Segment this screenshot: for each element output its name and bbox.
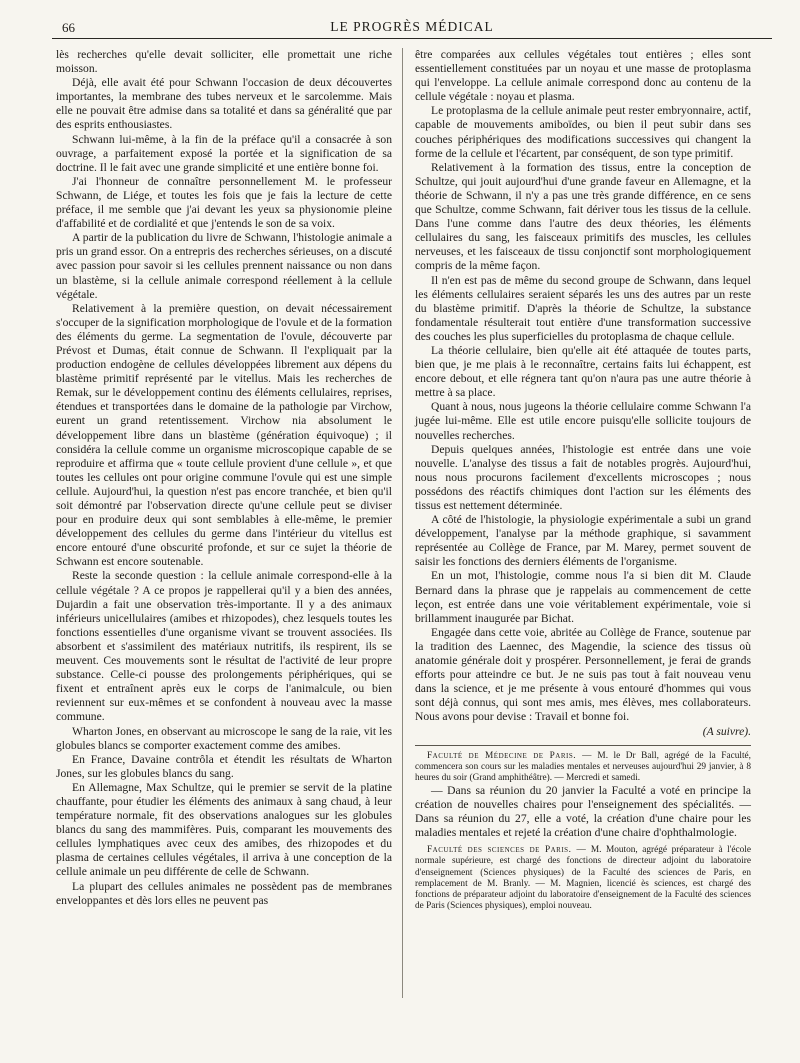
paragraph: être comparées aux cellules végétales tout entières ; elles sont essentiellement constituées par un noyau et une masse de protoplasma qui l'enveloppe. La cellule animale correspond donc au contenu de la cellule végétale : noyau et plasma. (415, 48, 751, 104)
paragraph: Reste la seconde question : la cellule animale correspond-elle à la cellule végétale ? A ce propos je rappellerai qu'il y a bien des années, Dujardin a fait une observation très-importante. Il y a des animaux inférieurs unicellulaires (amibes et rhizopodes), chez lesquels toutes les fonctions essentielles d'une organisme vivant se trouvent associées. Ils absorbent et s'assimilent des matériaux nutritifs, ils respirent, ils se meuvent. Ces mouvements sont le résultat de l'activité de leur propre substance. Celle-ci pousse des prolongements périphériques, qui se fixent et entraînent après eux le corps de l'animalcule, ou bien reviennent sur eux-mêmes et se confondent à nouveau avec la masse commune. (56, 569, 392, 724)
paragraph: La théorie cellulaire, bien qu'elle ait été attaquée de toutes parts, bien que, je me plais à le reconnaître, certains faits lui échappent, est encore debout, et elle régnera tant qu'on n'aura pas une autre théorie à mettre à sa place. (415, 343, 751, 400)
paragraph: J'ai l'honneur de connaître personnellement M. le professeur Schwann, de Liége, et toutes les fois que je fais la lecture de cette préface, il me semble que j'ai devant les yeux sa physionomie pleine d'affabilité et de cordialité et que j'entends le son de sa voix. (56, 174, 392, 231)
paragraph: lès recherches qu'elle devait solliciter, elle promettait une riche moisson. (56, 48, 392, 76)
paragraph: La plupart des cellules animales ne possèdent pas de membranes enveloppantes et dès lors elles ne peuvent pas (56, 879, 392, 907)
page-number: 66 (62, 20, 75, 35)
paragraph: A partir de la publication du livre de Schwann, l'histologie animale a pris un grand essor. On a entrepris des recherches sérieuses, on a discuté avec passion pour savoir si les cellules prennent naissance ou non dans un blastème, si la cellule animale correspond réellement à la cellule végétale. (56, 231, 392, 301)
notice-lead: Faculté de Médecine de Paris. — (427, 750, 592, 761)
page-header (52, 16, 772, 39)
notice-text: M. le Dr Ball, agrégé de la Faculté, commencera son cours sur les maladies mentales et nerveuses aujourd'hui 29 janvier, à 8 heures du soir (Grand amphithéâtre). — Mercredi et samedi. (415, 750, 751, 783)
faculty-news: — Dans sa réunion du 20 janvier la Faculté a voté en principe la création de nouvelles chaires pour l'enseignement des spécialités. — Dans sa réunion du 27, elle a voté, la création d'une chaire pour les maladies mentales et rejeté la création d'une chaire d'ophthalmologie. (415, 784, 751, 840)
paragraph: Wharton Jones, en observant au microscope le sang de la raie, vit les globules blancs se comporter exactement comme des amibes. (56, 724, 392, 752)
right-column (415, 48, 751, 912)
notice-text: M. Mouton, agrégé préparateur à l'école normale supérieure, est chargé des fonctions de directeur adjoint du laboratoire d'enseignement (Sciences physiques) de la Faculté des sciences de Paris, en remplacement de M. Branly. — M. Magnien, licencié ès sciences, est chargé des fonctions de préparateur adjoint du laboratoire d'enseignement de la Faculté des sciences de Paris (Sciences physiques), emploi nouveau. (415, 845, 752, 912)
left-column (56, 48, 392, 908)
notice-faculte-medecine (415, 751, 751, 785)
paragraph: Quant à nous, nous jugeons la théorie cellulaire comme Schwann l'a jugée lui-même. Elle est utile encore puisqu'elle sollicite toujours de nouvelles recherches. (415, 400, 751, 442)
paragraph: Engagée dans cette voie, abritée au Collège de France, soutenue par la tradition des Laennec, des Magendie, la science des tissus où anatomie générale doit y prospérer. Personnellement, je ferai de grands efforts pour atteindre ce but. Je ne suis pas tout à fait nouveau venu dans la science, et je me présente à vous entouré d'hommes qui vous sont déjà connus, qui sont mes amis, mes élèves, mes collaborateurs. Nous avons pour devise : Travail et bonne foi. (415, 625, 751, 724)
paragraph: Depuis quelques années, l'histologie est entrée dans une voie nouvelle. L'analyse des tissus a fait de notables progrès. Aujourd'hui, nous nous procurons facilement d'excellents microscopes ; nous possédons des réactifs chimiques dont l'action sur les éléments des tissus est nettement déterminée. (415, 442, 751, 512)
journal-title: LE PROGRÈS MÉDICAL (330, 19, 494, 34)
paragraph: En Allemagne, Max Schultze, qui le premier se servit de la platine chauffante, pour étudier les éléments des animaux à sang chaud, à leur température normale, fit des observations analogues sur les globules blancs du sang des mammifères. Puis, comparant les mouvements des cellules lymphatiques avec ceux des amibes, des rhizopodes et du plasma de certaines cellules végétales, il arriva à une conception de la cellule animale un peu différente de celle de Schwann. (56, 780, 392, 879)
to-be-continued: (A suivre). (702, 724, 751, 738)
paragraph: A côté de l'histologie, la physiologie expérimentale a subi un grand développement, l'analyse par la méthode graphique, si savamment représentée au Collège de France, par M. Marey, permet souvent de saisir les fonctions des derniers éléments de l'organisme. (415, 513, 751, 569)
paragraph: Schwann lui-même, à la fin de la préface qu'il a consacrée à son ouvrage, a parfaitement exposé la portée et la signification de sa doctrine. Il le fait avec une grande simplicité et une entière bonne foi. (56, 132, 392, 174)
section-divider (415, 745, 751, 746)
column-divider (402, 48, 403, 998)
paragraph: En un mot, l'histologie, comme nous l'a si bien dit M. Claude Bernard dans la phrase que je rappelais au commencement de cette leçon, est entrée dans une voie véritablement expérimentale, voie si brillamment inaugurée par Bichat. (415, 569, 751, 625)
paragraph: Déjà, elle avait été pour Schwann l'occasion de deux découvertes importantes, la membrane des tubes nerveux et le sarcolemme. Mais elle ne pouvait être admise dans sa totalité et dans sa généralité que par des esprits enthousiastes. (56, 76, 392, 132)
paragraph: Le protoplasma de la cellule animale peut rester embryonnaire, actif, capable de mouvements amiboïdes, ou bien il peut subir dans ses couches périphériques des modifications successives qui changent la forme de la cellule et l'écartent, par conséquent, de son type primitif. (415, 104, 751, 160)
paragraph: Relativement à la première question, on devait nécessairement s'occuper de la signification morphologique de l'ovule et de la formation des éléments du germe. La segmentation de l'ovule, découverte par Prévost et Dumas, était connue de Schwann. Il l'expliquait par la production endogène de cellules développées librement aux dépens du blastème primitif représenté par le vitellus. Mais les recherches de Remak, sur le développement continu des éléments cellulaires, reprises, étendues et transportées dans le domaine de la pathologie par Virchow, eurent un grand retentissement. Virchow nia absolument le développement libre dans un blastème (génération équivoque) ; il considéra la cellule comme un organisme microscopique capable de se reproduire et affirma que « toute cellule provient d'une cellule », et que toutes les cellules ont pour origine commune l'ovule qui est une simple cellule. Aujourd'hui, la question n'est pas encore tranchée, et bien qu'il soit démontré par l'observation directe qu'une cellule peut se diviser pour en produire deux qui sont semblables à elle-même, le premier développement des cellules du germe dans l'intérieur du vitellus est encore entouré d'une obscurité profonde, et sur ce sujet la théorie de Schwann est encore soutenable. (56, 301, 392, 569)
notice-faculte-sciences (415, 845, 751, 912)
paragraph: En France, Davaine contrôla et étendit les résultats de Wharton Jones, sur les globules blancs du sang. (56, 752, 392, 780)
notice-lead: Faculté des sciences de Paris. — (427, 845, 587, 856)
paragraph: Relativement à la formation des tissus, entre la conception de Schultze, qui jouit aujourd'hui d'une grande faveur en Allemagne, et la théorie de Schwann, il n'y a pas une très grande différence, en ce sens que Schultze, comme Schwann, fait dériver tous les tissus de la cellule. Dans l'une comme dans l'autre des deux théories, les éléments cellulaires du sang, les faisceaux primitifs des muscles, les cellules nerveuses, et les faisceaux de tissu conjonctif sont morphologiquement compris de la même façon. (415, 160, 751, 273)
paragraph: Il n'en est pas de même du second groupe de Schwann, dans lequel les éléments cellulaires seraient séparés les uns des autres par un reste du blastème primitif. D'après la théorie de Schultze, la substance fondamentale résulterait tout entière d'une transformation successive des couches les plus superficielles du protoplasma de chaque cellule. (415, 273, 751, 343)
